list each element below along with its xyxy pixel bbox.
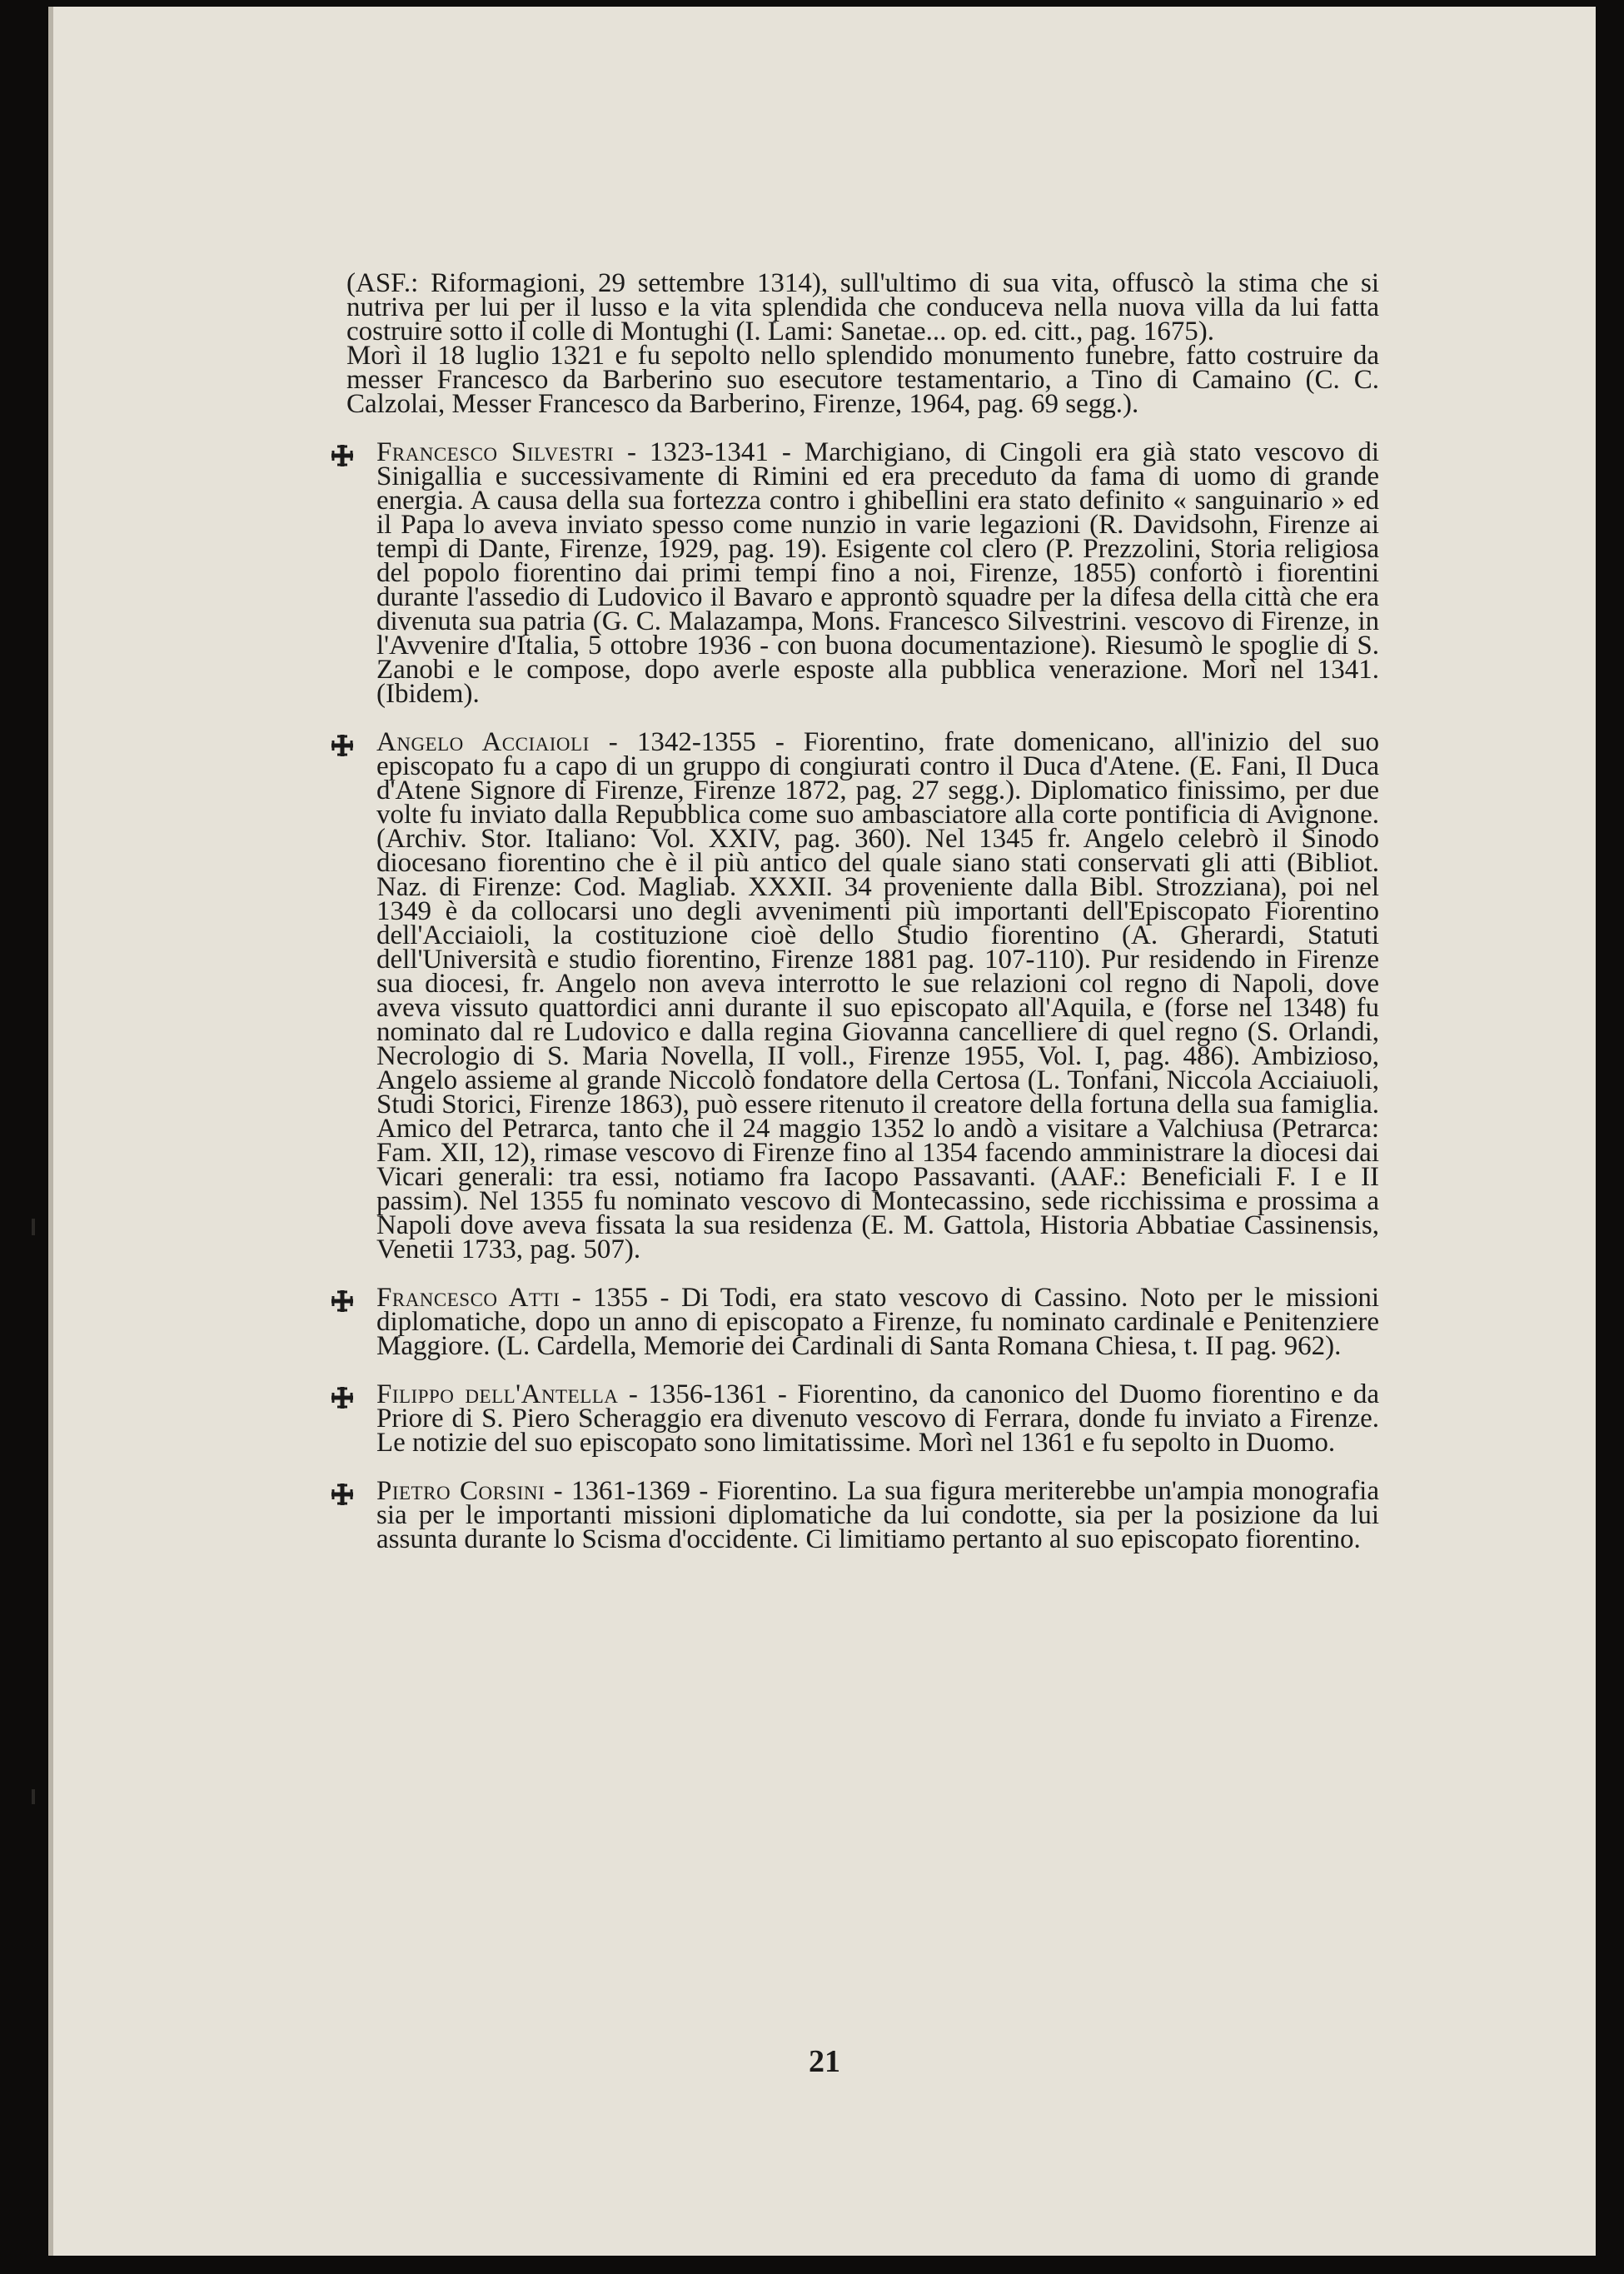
bishop-entry xyxy=(346,1283,1379,1361)
bishop-text: - 1342-1355 - Fiorentino, frate domenicano, all'inizio del suo episcopato fu a capo di un gruppo di congiurati contro il Duca d'Atene. (E. Fani, Il Duca d'Atene Signore di Firenze, Firenze 1872, pag. 27 segg.). Diplomatico finissimo, per due volte fu inviato dalla Repubblica come suo ambasciatore alla corte pontificia di Avignone. (Archiv. Stor. Italiano: Vol. XXIV, pag. 360). Nel 1345 fr. Angelo celebrò il Sinodo diocesano fiorentino che è il più antico del quale siano stati conservati gli atti (Bibliot. Naz. di Firenze: Cod. Magliab. XXXII. 34 proveniente dalla Bibl. Strozziana), poi nel 1349 è da collocarsi uno degli avvenimenti più importanti dell'Episcopato Fiorentino dell'Acciaioli, la costituzione cioè dello Studio fiorentino (A. Gherardi, Statuti dell'Università e studio fiorentino, Firenze 1881 pag. 107-110). Pur residendo in Firenze sua diocesi, fr. Angelo non aveva interrotto le sue relazioni col regno di Napoli, dove aveva vissuto quattordici anni durante il suo episcopato all'Aquila, e (forse nel 1348) fu nominato dal re Ludovico e dalla regina Giovanna cancelliere di quel regno (S. Orlandi, Necrologio di S. Maria Novella, II voll., Firenze 1955, Vol. I, pag. 486). Ambizioso, Angelo assieme al grande Niccolò fondatore della Certosa (L. Tonfani, Niccola Acciaiuoli, Studi Storici, Firenze 1863), può essere ritenuto il creatore della fortuna della sua famiglia. Amico del Petrarca, tanto che il 24 maggio 1352 lo andò a visitare a Valchiusa (Petrarca: Fam. XII, 12), rimase vescovo di Firenze fino al 1354 facendo amministrare la diocesi dai Vicari generali: tra essi, notiamo fra Iacopo Passavanti. (AAF.: Beneficiali F. I e II passim). Nel 1355 fu nominato vescovo di Montecassino, sede ricchissima e prossima a Napoli dove aveva fissata la sua residenza (E. M. Gattola, Historia Abbatiae Cassinensis, Venetii 1733, pag. 507). xyxy=(376,727,1380,1264)
bishop-entry xyxy=(346,1379,1379,1458)
bishop-name: Pietro Corsini xyxy=(376,1476,545,1506)
binding-mark xyxy=(32,1789,35,1804)
bishop-entry xyxy=(346,1476,1379,1554)
paragraph: Morì il 18 luglio 1321 e fu sepolto nello splendido monumento funebre, fatto costruire da messer Francesco da Barberino suo esecutore testamentario, a Tino di Camaino (C. C. Calzolai, Messer Francesco da Barberino, Firenze, 1964, pag. 69 segg.). xyxy=(346,341,1379,419)
cross-icon xyxy=(328,733,356,758)
bishop-name: Francesco Silvestri xyxy=(376,437,614,467)
cross-icon xyxy=(328,1385,356,1410)
cross-icon xyxy=(328,443,356,468)
cross-icon xyxy=(328,1289,356,1314)
bishop-text: - 1355 - Di Todi, era stato vescovo di Cassino. Noto per le missioni diplomatiche, dopo un anno di episcopato a Firenze, fu nominato cardinale e Penitenziere Maggiore. (L. Cardella, Memorie dei Cardinali di Santa Romana Chiesa, t. II pag. 962). xyxy=(376,1283,1379,1361)
paragraph: (ASF.: Riformagioni, 29 settembre 1314), sull'ultimo di sua vita, offuscò la stima che si nutriva per lui per il lusso e la vita splendida che conduceva nella nuova villa da lui fatta costruire sotto il colle di Montughi (I. Lami: Sanetae... op. ed. citt., pag. 1675). xyxy=(346,268,1379,347)
bishop-name: Angelo Acciaioli xyxy=(376,727,590,757)
bishop-text: - 1323-1341 - Marchigiano, di Cingoli era già stato vescovo di Sinigallia e successivamente di Rimini ed era preceduto da fama di uomo di grande energia. A causa della sua fortezza contro i ghibellini era stato definito « sanguinario » ed il Papa lo aveva inviato spesso come nunzio in varie legazioni (R. Davidsohn, Firenze ai tempi di Dante, Firenze, 1929, pag. 19). Esigente col clero (P. Prezzolini, Storia religiosa del popolo fiorentino dai primi tempi fino a noi, Firenze, 1855) confortò i fiorentini durante l'assedio di Ludovico il Bavaro e approntò squadre per la difesa della città che era divenuta sua patria (G. C. Malazampa, Mons. Francesco Silvestrini. vescovo di Firenze, in l'Avvenire d'Italia, 5 ottobre 1936 - con buona documentazione). Riesumò le spoglie di S. Zanobi e le compose, dopo averle esposte alla pubblica venerazione. Morì nel 1341. (Ibidem). xyxy=(376,437,1379,709)
bishop-name: Francesco Atti xyxy=(376,1283,560,1313)
page-number: 21 xyxy=(809,2044,840,2079)
bishop-name: Filippo dell'Antella xyxy=(376,1379,619,1409)
bishop-text: - 1356-1361 - Fiorentino, da canonico del Duomo fiorentino e da Priore di S. Piero Scheraggio era divenuto vescovo di Ferrara, donde fu inviato a Firenze. Le notizie del suo episcopato sono limitatissime. Morì nel 1361 e fu sepolto in Duomo. xyxy=(376,1379,1379,1458)
page-body xyxy=(346,268,1380,1554)
cross-icon xyxy=(328,1482,356,1507)
bishop-entry xyxy=(346,437,1379,709)
bishop-entry xyxy=(346,727,1380,1264)
book-page xyxy=(48,7,1596,2256)
bishop-text: - 1361-1369 - Fiorentino. La sua figura meriterebbe un'ampia monografia sia per le importanti missioni diplomatiche da lui condotte, sia per la posizione da lui assunta durante lo Scisma d'occidente. Ci limitiamo pertanto al suo episcopato fiorentino. xyxy=(376,1476,1379,1554)
binding-mark xyxy=(32,1219,35,1235)
